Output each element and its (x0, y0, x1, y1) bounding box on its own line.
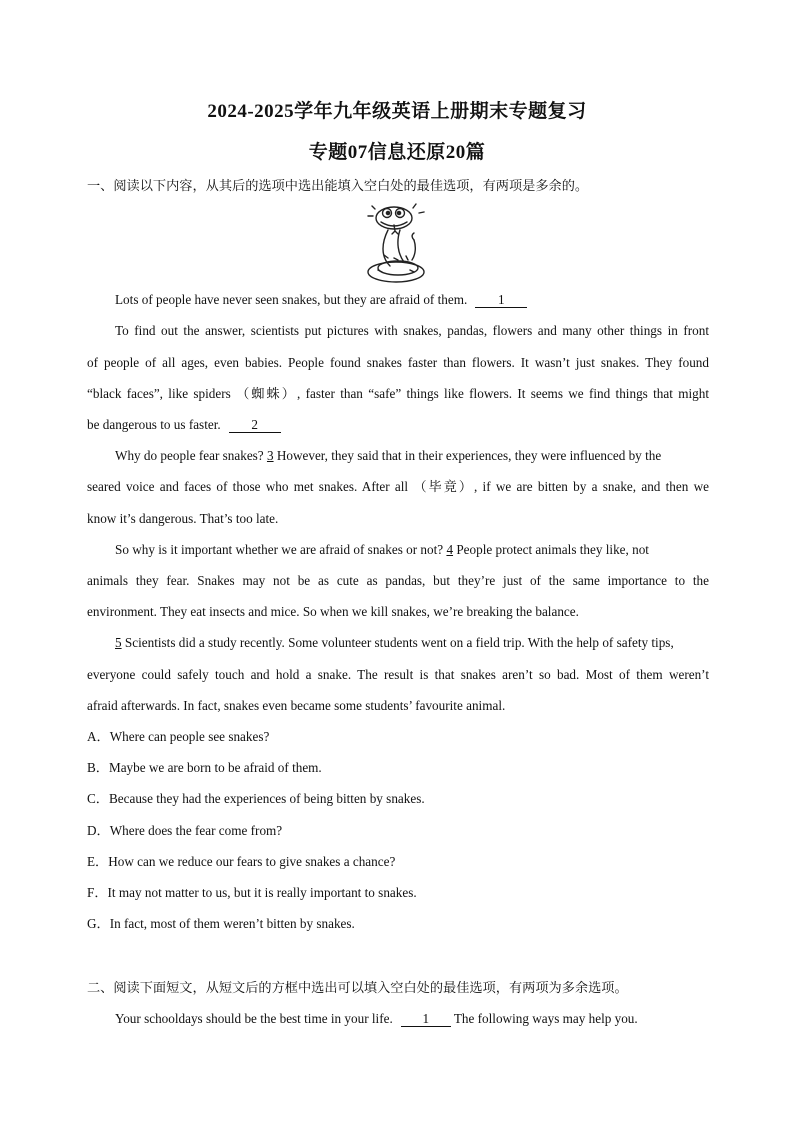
s1-p4-line2: animals they fear. Snakes may not be as cute as pandas, but they’re just of the same importance to the (87, 573, 709, 588)
s1-p2-line1: To find out the answer, scientists put pictures with snakes, pandas, flowers and many other things in front (115, 323, 709, 338)
s1-p4-line1b: People protect animals they like, not (456, 542, 649, 557)
s1-p1-text: Lots of people have never seen snakes, but they are afraid of them. (115, 292, 468, 307)
s1-p3-line1b: However, they said that in their experiences, they were influenced by the (276, 448, 662, 463)
s1-p2-line4 (87, 416, 709, 434)
s1-p2-line4-text: be dangerous to us faster. (87, 417, 221, 432)
s1-p2-line2: of people of all ages, even babies. People found snakes faster than flowers. It wasn’t just snakes. They found (87, 355, 709, 370)
option-g: G．In fact, most of them weren’t bitten by snakes. (87, 916, 355, 931)
blank-1: 1 (475, 293, 527, 308)
s1-p3-line2: seared voice and faces of those who met snakes. After all （毕竟）, if we are bitten by a snake, and then we (87, 479, 709, 494)
option-c: C．Because they had the experiences of being bitten by snakes. (87, 791, 425, 806)
s1-p4-line1 (115, 541, 709, 559)
s2-blank-1: 1 (401, 1012, 451, 1027)
option-a: A．Where can people see snakes? (87, 729, 270, 744)
s2-p1-text-a: Your schooldays should be the best time in your life. (115, 1011, 393, 1026)
blank-4: 4 (446, 542, 454, 557)
section2-instruction: 二、阅读下面短文，从短文后的方框中选出可以填入空白处的最佳选项，有两项为多余选项。 (87, 980, 628, 995)
blank-5: 5 (115, 635, 122, 650)
option-d: D．Where does the fear come from? (87, 823, 283, 838)
s2-p1-text-b: The following ways may help you. (453, 1011, 638, 1026)
s1-p5-line3: afraid afterwards. In fact, snakes even became some students’ favourite animal. (87, 698, 506, 713)
s1-p5-line1-text: Scientists did a study recently. Some volunteer students went on a field trip. With the help of safety tips, (124, 635, 674, 650)
page-subtitle: 专题07信息还原20篇 (308, 142, 486, 163)
s1-p3-line3: know it’s dangerous. That’s too late. (87, 511, 279, 526)
s2-paragraph-1 (115, 1010, 709, 1028)
s1-paragraph-1 (115, 291, 709, 309)
s1-p5-line2: everyone could safely touch and hold a snake. The result is that snakes aren’t so bad. Most of them weren’t (87, 667, 709, 682)
cartoon-snake-icon (364, 200, 434, 284)
blank-3: 3 (266, 448, 274, 463)
s1-p5-line1 (115, 634, 709, 652)
option-b: B．Maybe we are born to be afraid of them. (87, 760, 322, 775)
s1-p4-line3: environment. They eat insects and mice. So when we kill snakes, we’re breaking the balance. (87, 604, 579, 619)
page-title: 2024-2025学年九年级英语上册期末专题复习 (207, 101, 587, 122)
s1-p3-line1a: Why do people fear snakes? (115, 448, 264, 463)
option-e: E．How can we reduce our fears to give snakes a chance? (87, 854, 396, 869)
s1-p2-line3: “black faces”, like spiders （蜘蛛）, faster than “safe” things like flowers. It seems we find things that might (87, 386, 709, 401)
section1-instruction: 一、阅读以下内容，从其后的选项中选出能填入空白处的最佳选项，有两项是多余的。 (87, 178, 589, 193)
option-f: F．It may not matter to us, but it is really important to snakes. (87, 885, 417, 900)
s1-p4-line1a: So why is it important whether we are afraid of snakes or not? (115, 542, 444, 557)
blank-2: 2 (229, 418, 281, 433)
s1-p3-line1 (115, 447, 709, 465)
